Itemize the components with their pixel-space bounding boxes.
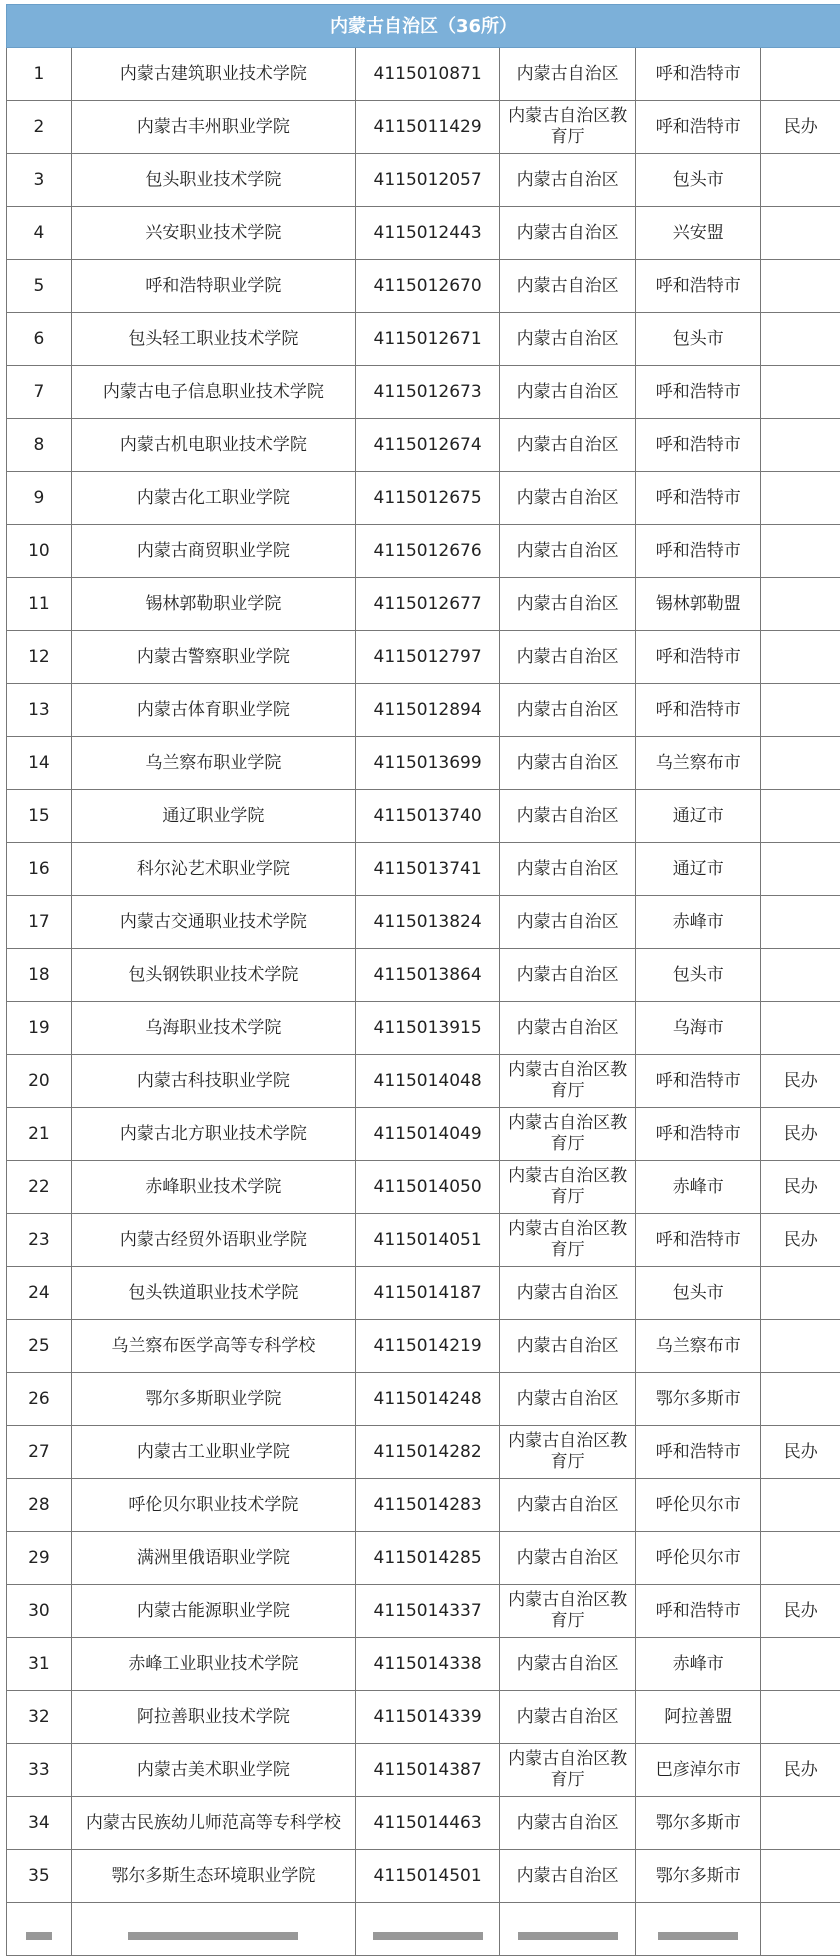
cell-code: 4115014285 [356,1532,500,1585]
table-row [7,260,840,313]
cell-name: 内蒙古民族幼儿师范高等专科学校 [71,1797,355,1850]
cell-name: 内蒙古体育职业学院 [71,684,355,737]
cell-name: 内蒙古美术职业学院 [71,1744,355,1797]
cell-code: 4115014337 [356,1585,500,1638]
cell-name: 鄂尔多斯生态环境职业学院 [71,1850,355,1903]
table-row [7,1267,840,1320]
cell-loc: 呼和浩特市 [636,472,761,525]
cell-code: 4115014501 [356,1850,500,1903]
table-row [7,207,840,260]
cell-code: 4115014463 [356,1797,500,1850]
cell-loc: 包头市 [636,949,761,1002]
cell-dept: 内蒙古自治区 [500,260,636,313]
table-row [7,631,840,684]
cell-note [761,1850,840,1903]
cell-note [761,1797,840,1850]
cell-name: 内蒙古商贸职业学院 [71,525,355,578]
cell-code: 4115014339 [356,1691,500,1744]
cell-no: 26 [7,1373,72,1426]
cell-loc: 乌兰察布市 [636,1320,761,1373]
cell-note [761,154,840,207]
cell-code: 4115010871 [356,48,500,101]
table-row [7,1850,840,1903]
cell-loc: 呼和浩特市 [636,1055,761,1108]
cell-code: 4115013824 [356,896,500,949]
cell-no: 23 [7,1214,72,1267]
cell-dept: 内蒙古自治区 [500,1797,636,1850]
cell-name: 内蒙古交通职业技术学院 [71,896,355,949]
cell-code: 4115014050 [356,1161,500,1214]
cell-note [761,1267,840,1320]
table-row [7,578,840,631]
cell-no: 17 [7,896,72,949]
table-row [7,313,840,366]
cell-dept: 内蒙古自治区教育厅 [500,1108,636,1161]
table-row [7,843,840,896]
cell-name: 呼和浩特职业学院 [71,260,355,313]
cell-dept: 内蒙古自治区 [500,1267,636,1320]
cell-no: 32 [7,1691,72,1744]
cell-dept: 内蒙古自治区 [500,1850,636,1903]
table-body [7,48,840,1903]
cell-dept: 内蒙古自治区 [500,154,636,207]
cell-name: 内蒙古经贸外语职业学院 [71,1214,355,1267]
cell-note: 民办 [761,1055,840,1108]
cell-no: 16 [7,843,72,896]
cell-note [761,366,840,419]
cell-note: 民办 [761,1214,840,1267]
cell-note [761,525,840,578]
cell-loc: 包头市 [636,1267,761,1320]
cell-no: 13 [7,684,72,737]
cell-code: 4115013915 [356,1002,500,1055]
cell-dept: 内蒙古自治区 [500,48,636,101]
cell-dept: 内蒙古自治区 [500,949,636,1002]
cell-dept: 内蒙古自治区 [500,1479,636,1532]
cell-loc: 巴彦淖尔市 [636,1744,761,1797]
cell-no [7,1903,72,1956]
table-row [7,1055,840,1108]
cell-no: 28 [7,1479,72,1532]
cell-no: 34 [7,1797,72,1850]
cell-code: 4115014219 [356,1320,500,1373]
table-row [7,1638,840,1691]
cell-no: 1 [7,48,72,101]
cell-loc: 鄂尔多斯市 [636,1797,761,1850]
table-row [7,1585,840,1638]
cell-no: 21 [7,1108,72,1161]
cell-code: 4115013864 [356,949,500,1002]
table-row [7,48,840,101]
cell-code: 4115014051 [356,1214,500,1267]
cell-loc: 呼和浩特市 [636,1108,761,1161]
cell-dept: 内蒙古自治区 [500,631,636,684]
cell-dept: 内蒙古自治区 [500,1532,636,1585]
cell-note [761,578,840,631]
cell-dept: 内蒙古自治区 [500,525,636,578]
cell-no: 2 [7,101,72,154]
cell-code: 4115012673 [356,366,500,419]
cell-no: 6 [7,313,72,366]
cell-no: 19 [7,1002,72,1055]
table-row [7,1002,840,1055]
cell-note [761,896,840,949]
cell-loc: 乌兰察布市 [636,737,761,790]
cell-loc: 呼和浩特市 [636,419,761,472]
cell-loc: 赤峰市 [636,1161,761,1214]
cell-note [761,1638,840,1691]
cell-loc: 包头市 [636,154,761,207]
cell-no: 15 [7,790,72,843]
cell-name: 内蒙古警察职业学院 [71,631,355,684]
table-title: 内蒙古自治区（36所） [7,5,840,48]
college-list-table-container [6,4,840,1956]
cell-code: 4115012797 [356,631,500,684]
cell-dept: 内蒙古自治区 [500,1373,636,1426]
cell-loc: 兴安盟 [636,207,761,260]
cell-loc: 鄂尔多斯市 [636,1850,761,1903]
cell-note [761,1320,840,1373]
cell-loc: 包头市 [636,313,761,366]
cell-no: 31 [7,1638,72,1691]
cell-name: 内蒙古电子信息职业技术学院 [71,366,355,419]
table-row-partial [7,1903,840,1956]
cell-dept: 内蒙古自治区 [500,419,636,472]
cell-dept: 内蒙古自治区 [500,1002,636,1055]
cell-note: 民办 [761,1108,840,1161]
cell-loc: 呼和浩特市 [636,101,761,154]
cell-code: 4115014248 [356,1373,500,1426]
cell-no: 10 [7,525,72,578]
cell-dept: 内蒙古自治区教育厅 [500,1161,636,1214]
cell-loc [636,1903,761,1956]
table-row [7,949,840,1002]
cell-name: 内蒙古北方职业技术学院 [71,1108,355,1161]
table-title-row [7,5,840,48]
cell-name: 包头钢铁职业技术学院 [71,949,355,1002]
cell-name: 内蒙古工业职业学院 [71,1426,355,1479]
cell-dept: 内蒙古自治区 [500,578,636,631]
cell-note: 民办 [761,1426,840,1479]
cell-dept: 内蒙古自治区 [500,896,636,949]
cell-note [761,684,840,737]
cell-code: 4115014283 [356,1479,500,1532]
cell-dept: 内蒙古自治区 [500,366,636,419]
cell-code: 4115012443 [356,207,500,260]
cell-note [761,631,840,684]
cell-dept: 内蒙古自治区 [500,843,636,896]
table-row [7,684,840,737]
cell-code: 4115014282 [356,1426,500,1479]
cell-dept: 内蒙古自治区 [500,1691,636,1744]
cell-note [761,843,840,896]
cell-code: 4115012670 [356,260,500,313]
cell-code: 4115013740 [356,790,500,843]
cell-code: 4115012894 [356,684,500,737]
cell-loc: 乌海市 [636,1002,761,1055]
cell-name: 包头轻工职业技术学院 [71,313,355,366]
cell-no: 30 [7,1585,72,1638]
cell-note [761,313,840,366]
cell-note [761,1479,840,1532]
cell-note [761,1373,840,1426]
cell-note: 民办 [761,101,840,154]
cell-note [761,48,840,101]
table-row [7,472,840,525]
cell-note [761,260,840,313]
cell-code: 4115012675 [356,472,500,525]
cell-name: 乌海职业技术学院 [71,1002,355,1055]
cell-name: 乌兰察布职业学院 [71,737,355,790]
cell-loc: 呼和浩特市 [636,260,761,313]
cell-loc: 呼伦贝尔市 [636,1532,761,1585]
cell-note [761,1903,840,1956]
cell-no: 7 [7,366,72,419]
table-row [7,1426,840,1479]
college-list-table [6,4,840,1956]
cell-loc: 呼和浩特市 [636,631,761,684]
cell-note: 民办 [761,1161,840,1214]
cell-code: 4115014049 [356,1108,500,1161]
cell-no: 11 [7,578,72,631]
cell-name: 内蒙古科技职业学院 [71,1055,355,1108]
cell-dept: 内蒙古自治区 [500,207,636,260]
cell-no: 9 [7,472,72,525]
cell-code: 4115014048 [356,1055,500,1108]
cell-code: 4115014338 [356,1638,500,1691]
table-row [7,790,840,843]
cell-no: 27 [7,1426,72,1479]
cell-code: 4115012674 [356,419,500,472]
cell-note [761,419,840,472]
cell-loc: 呼伦贝尔市 [636,1479,761,1532]
table-row [7,1797,840,1850]
cell-loc: 锡林郭勒盟 [636,578,761,631]
cell-dept: 内蒙古自治区 [500,1320,636,1373]
table-row [7,896,840,949]
table-row [7,1373,840,1426]
cell-note: 民办 [761,1585,840,1638]
cell-loc: 呼和浩特市 [636,366,761,419]
table-row [7,1320,840,1373]
cell-name: 通辽职业学院 [71,790,355,843]
cell-name: 包头职业技术学院 [71,154,355,207]
cell-loc: 鄂尔多斯市 [636,1373,761,1426]
table-row [7,525,840,578]
cell-loc: 赤峰市 [636,1638,761,1691]
cell-no: 3 [7,154,72,207]
table-row [7,1214,840,1267]
cell-loc: 呼和浩特市 [636,684,761,737]
cell-dept: 内蒙古自治区教育厅 [500,1585,636,1638]
cell-code: 4115012676 [356,525,500,578]
cell-code: 4115012677 [356,578,500,631]
cell-note [761,737,840,790]
cell-dept: 内蒙古自治区 [500,790,636,843]
cell-loc: 通辽市 [636,790,761,843]
cell-name: 乌兰察布医学高等专科学校 [71,1320,355,1373]
cell-loc: 呼和浩特市 [636,1426,761,1479]
cell-code: 4115011429 [356,101,500,154]
cell-loc: 呼和浩特市 [636,525,761,578]
table-row [7,101,840,154]
cell-name: 科尔沁艺术职业学院 [71,843,355,896]
cell-no: 22 [7,1161,72,1214]
table-row [7,1108,840,1161]
table-row [7,1744,840,1797]
cell-no: 18 [7,949,72,1002]
cell-code: 4115013741 [356,843,500,896]
cell-note: 民办 [761,1744,840,1797]
cell-note [761,207,840,260]
cell-no: 12 [7,631,72,684]
cell-name: 内蒙古建筑职业技术学院 [71,48,355,101]
cell-dept: 内蒙古自治区教育厅 [500,1055,636,1108]
cell-no: 33 [7,1744,72,1797]
cell-note [761,790,840,843]
cell-code: 4115012671 [356,313,500,366]
cell-code: 4115014187 [356,1267,500,1320]
cell-code: 4115013699 [356,737,500,790]
cell-name: 满洲里俄语职业学院 [71,1532,355,1585]
cell-note [761,949,840,1002]
cell-no: 4 [7,207,72,260]
cell-name: 阿拉善职业技术学院 [71,1691,355,1744]
cell-dept: 内蒙古自治区教育厅 [500,1744,636,1797]
cell-note [761,1532,840,1585]
cell-no: 5 [7,260,72,313]
table-row [7,1161,840,1214]
cell-name: 内蒙古化工职业学院 [71,472,355,525]
cell-no: 20 [7,1055,72,1108]
cell-no: 24 [7,1267,72,1320]
cell-dept [500,1903,636,1956]
table-row [7,1691,840,1744]
cell-name: 赤峰职业技术学院 [71,1161,355,1214]
cell-loc: 呼和浩特市 [636,48,761,101]
cell-name [71,1903,355,1956]
cell-name: 兴安职业技术学院 [71,207,355,260]
cell-no: 8 [7,419,72,472]
cell-no: 25 [7,1320,72,1373]
cell-name: 锡林郭勒职业学院 [71,578,355,631]
cell-dept: 内蒙古自治区教育厅 [500,1214,636,1267]
cell-no: 14 [7,737,72,790]
cell-code [356,1903,500,1956]
cell-dept: 内蒙古自治区教育厅 [500,1426,636,1479]
cell-dept: 内蒙古自治区 [500,313,636,366]
cell-name: 内蒙古能源职业学院 [71,1585,355,1638]
cell-name: 内蒙古丰州职业学院 [71,101,355,154]
cell-loc: 通辽市 [636,843,761,896]
cell-dept: 内蒙古自治区 [500,684,636,737]
cell-dept: 内蒙古自治区 [500,472,636,525]
table-row [7,154,840,207]
cell-dept: 内蒙古自治区教育厅 [500,101,636,154]
cell-dept: 内蒙古自治区 [500,737,636,790]
cell-no: 35 [7,1850,72,1903]
cell-no: 29 [7,1532,72,1585]
table-row [7,419,840,472]
cell-code: 4115012057 [356,154,500,207]
table-row [7,366,840,419]
cell-loc: 呼和浩特市 [636,1214,761,1267]
cell-name: 鄂尔多斯职业学院 [71,1373,355,1426]
cell-dept: 内蒙古自治区 [500,1638,636,1691]
cell-note [761,1691,840,1744]
cell-name: 呼伦贝尔职业技术学院 [71,1479,355,1532]
cell-note [761,1002,840,1055]
cell-name: 包头铁道职业技术学院 [71,1267,355,1320]
cell-loc: 阿拉善盟 [636,1691,761,1744]
cell-code: 4115014387 [356,1744,500,1797]
cell-loc: 呼和浩特市 [636,1585,761,1638]
table-row [7,1532,840,1585]
cell-note [761,472,840,525]
table-row [7,1479,840,1532]
cell-loc: 赤峰市 [636,896,761,949]
table-row [7,737,840,790]
cell-name: 内蒙古机电职业技术学院 [71,419,355,472]
cell-name: 赤峰工业职业技术学院 [71,1638,355,1691]
